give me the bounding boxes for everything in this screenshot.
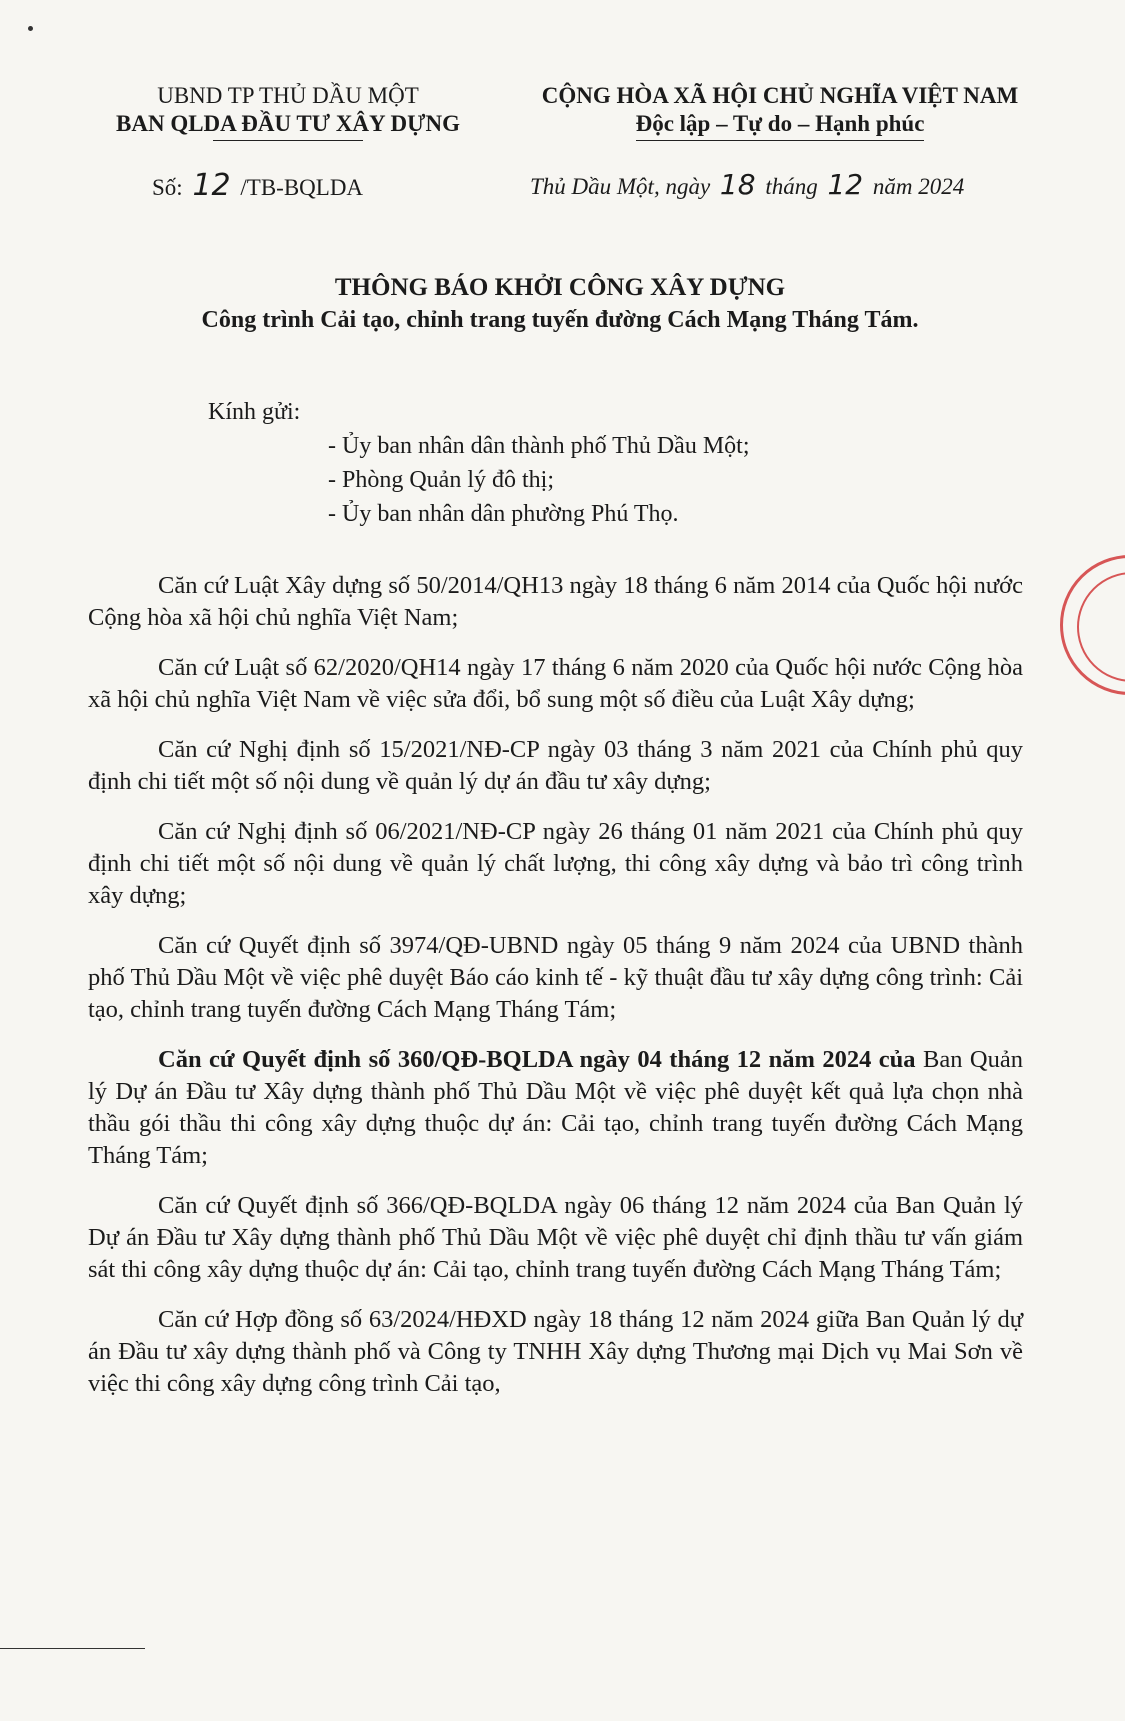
recipient-item: - Phòng Quản lý đô thị;: [328, 467, 554, 493]
date-place: Thủ Dầu Một, ngày: [530, 174, 711, 199]
document-number: [152, 168, 363, 203]
date-year: năm 2024: [872, 174, 965, 199]
title-line1: THÔNG BÁO KHỞI CÔNG XÂY DỰNG: [334, 274, 786, 301]
footnote-rule: [0, 1648, 145, 1649]
seal-inner-ring: [1077, 572, 1125, 682]
issuing-authority: [88, 82, 488, 141]
national-heading: [500, 82, 1060, 141]
legal-basis-paragraph: Căn cứ Quyết định số 366/QĐ-BQLDA ngày 06 tháng 12 năm 2024 của Ban Quản lý Dự án Đầu tư Xây dựng thành phố Thủ Dầu Một về việc phê duyệt chỉ định thầu tư vấn giám sát thi công xây dựng thuộc dự án: Cải tạo, chỉnh trang tuyến đường Cách Mạng Tháng Tám;: [88, 1192, 1023, 1283]
legal-basis-paragraph: Căn cứ Luật số 62/2020/QH14 ngày 17 tháng 6 năm 2020 của Quốc hội nước Cộng hòa xã hội chủ nghĩa Việt Nam về việc sửa đổi, bổ sung một số điều của Luật Xây dựng;: [88, 654, 1023, 713]
legal-basis-body: [88, 570, 1023, 1418]
notice-title: [60, 272, 1060, 336]
org-line2: BAN QLDA ĐẦU TƯ XÂY DỰNG: [116, 111, 460, 136]
title-line2: Công trình Cải tạo, chỉnh trang tuyến đường Cách Mạng Tháng Tám.: [201, 307, 919, 333]
nation-line1: CỘNG HÒA XÃ HỘI CHỦ NGHĨA VIỆT NAM: [541, 83, 1019, 108]
org-underline: [213, 140, 363, 141]
legal-basis-paragraph: Căn cứ Quyết định số 3974/QĐ-UBND ngày 05 tháng 9 năm 2024 của UBND thành phố Thủ Dầu Một về việc phê duyệt Báo cáo kinh tế - kỹ thuật đầu tư xây dựng công trình: Cải tạo, chỉnh trang tuyến đường Cách Mạng Tháng Tám;: [88, 932, 1023, 1023]
date-day-handwritten: 18: [719, 168, 756, 201]
doc-number-suffix: /TB-BQLDA: [240, 175, 364, 200]
legal-basis-paragraph: Căn cứ Nghị định số 06/2021/NĐ-CP ngày 26 tháng 01 năm 2021 của Chính phủ quy định chi tiết một số nội dung về quản lý chất lượng, thi công xây dựng và bảo trì công trình xây dựng;: [88, 818, 1023, 909]
issue-date: [530, 168, 964, 201]
recipients-block: [208, 395, 750, 531]
red-seal-stamp: [1060, 555, 1125, 695]
legal-basis-paragraph-bold: [88, 1044, 1023, 1172]
doc-number-prefix: Số:: [152, 175, 183, 200]
recipients-label: Kính gửi:: [208, 399, 301, 425]
scan-speck: [28, 26, 33, 31]
date-month-label: tháng: [765, 174, 818, 199]
legal-basis-paragraph: Căn cứ Hợp đồng số 63/2024/HĐXD ngày 18 tháng 12 năm 2024 giữa Ban Quản lý dự án Đầu tư xây dựng thành phố và Công ty TNHH Xây dựng Thương mại Dịch vụ Mai Sơn về việc thi công xây dựng công trình Cải tạo,: [88, 1306, 1023, 1397]
bold-lead: Căn cứ Quyết định số 360/QĐ-BQLDA ngày 04 tháng 12 năm 2024 của: [158, 1046, 916, 1073]
org-line1: UBND TP THỦ DẦU MỘT: [157, 83, 419, 108]
recipients-list: [208, 429, 750, 531]
nation-motto: Độc lập – Tự do – Hạnh phúc: [636, 110, 925, 141]
legal-basis-paragraph: Căn cứ Luật Xây dựng số 50/2014/QH13 ngày 18 tháng 6 năm 2014 của Quốc hội nước Cộng hòa xã hội chủ nghĩa Việt Nam;: [88, 572, 1023, 631]
date-month-handwritten: 12: [827, 168, 864, 201]
doc-number-handwritten: 12: [192, 168, 231, 203]
recipient-item: - Ủy ban nhân dân phường Phú Thọ.: [328, 501, 679, 527]
recipient-item: - Ủy ban nhân dân thành phố Thủ Dầu Một;: [328, 433, 750, 459]
legal-basis-paragraph: Căn cứ Nghị định số 15/2021/NĐ-CP ngày 03 tháng 3 năm 2021 của Chính phủ quy định chi tiết một số nội dung về quản lý dự án đầu tư xây dựng;: [88, 736, 1023, 795]
bold-rest: Ban Quản lý Dự án Đầu tư Xây dựng thành phố Thủ Dầu Một về việc phê duyệt kết quả lựa chọn nhà thầu gói thầu thi công xây dựng thuộc dự án: Cải tạo, chỉnh trang tuyến đường Cách Mạng Tháng Tám;: [88, 1046, 1023, 1169]
